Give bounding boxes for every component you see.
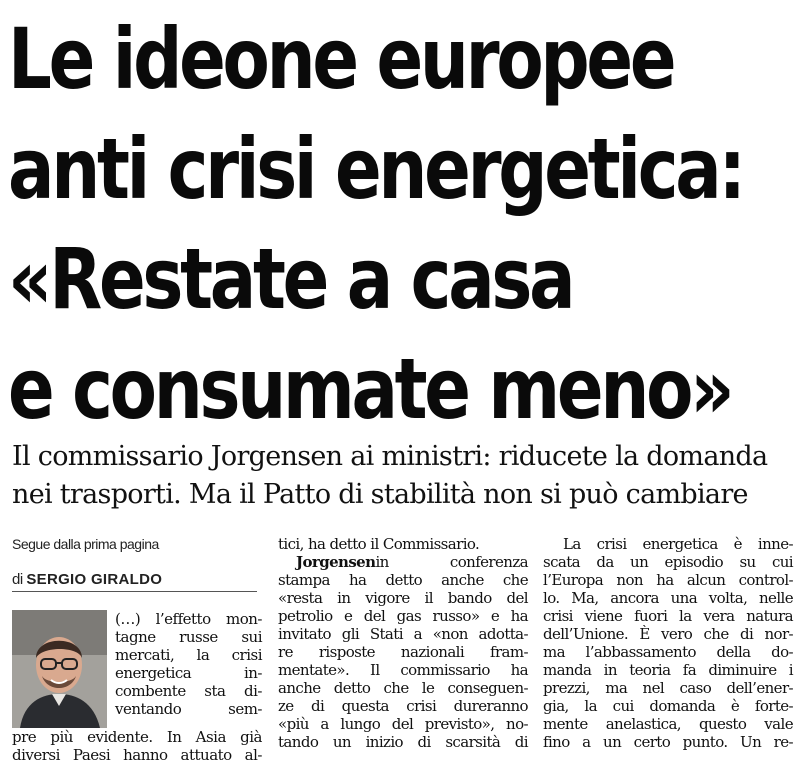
text-line: «resta in vigore il bando del	[278, 589, 528, 607]
text-line: re risposte nazionali fram-	[278, 643, 528, 661]
text-line: pre più evidente. In Asia già	[12, 728, 262, 746]
text-line: ventando sem-	[115, 700, 262, 718]
text-line: ma l’abbassamento della do-	[543, 643, 793, 661]
byline	[12, 571, 257, 592]
text-line: in conferenza	[375, 553, 528, 571]
text-line: mente anelastica, questo vale	[543, 715, 793, 733]
text-line: tagne russe sui	[115, 628, 262, 646]
text-line: mercati, la crisi	[115, 646, 262, 664]
article-column-1	[12, 535, 262, 764]
byline-author: SERGIO GIRALDO	[26, 571, 163, 588]
article-column-2	[278, 535, 528, 751]
kicker: Segue dalla prima pagina	[12, 536, 159, 552]
text-line: energetica in-	[115, 664, 262, 682]
text-line: gia, la cui domanda è forte-	[543, 697, 793, 715]
article-column-3	[543, 535, 793, 751]
text-line: La crisi energetica è inne-	[563, 535, 793, 553]
text-line: prezzi, ma nel caso dell’ener-	[543, 679, 793, 697]
text-line: petrolio e del gas russo» e ha	[278, 607, 528, 625]
headline-line-4: e consumate meno»	[8, 340, 732, 438]
text-line: lo. Ma, ancora una volta, nelle	[543, 589, 793, 607]
text-line: mentate». Il commissario ha	[278, 661, 528, 679]
text-line: stampa ha detto anche che	[278, 571, 528, 589]
text-line: invitato gli Stati a «non adotta-	[278, 625, 528, 643]
text-line: ze di questa crisi dureranno	[278, 697, 528, 715]
text-line: (…) l’effetto mon-	[115, 610, 262, 628]
text-line: tici, ha detto il Commissario.	[278, 535, 480, 553]
subheadline	[12, 438, 792, 514]
text-line: tando un inizio di scarsità di	[278, 733, 528, 751]
text-line-with-lead	[278, 553, 528, 571]
text-line: diversi Paesi hanno attuato al-	[12, 746, 262, 764]
text-line: dell’Unione. È vero che di nor-	[543, 625, 793, 643]
headline-line-1: Le ideone europee	[8, 10, 674, 108]
headline	[8, 4, 743, 444]
text-line: scata da un episodio su cui	[543, 553, 793, 571]
author-portrait	[12, 610, 107, 728]
text-line: manda in teoria fa diminuire i	[543, 661, 793, 679]
text-line: combente sta di-	[115, 682, 262, 700]
headline-line-2: anti crisi energetica:	[8, 120, 743, 218]
text-line: l’Europa non ha alcun control-	[543, 571, 793, 589]
text-line: fino a un certo punto. Un re-	[543, 733, 793, 751]
text-line: anche detto che le conseguen-	[278, 679, 528, 697]
text-line: crisi viene fuori la vera natura	[543, 607, 793, 625]
bold-lead: Jorgensen	[296, 553, 376, 571]
text-line: «più a lungo del previsto», no-	[278, 715, 528, 733]
byline-prefix: di	[12, 571, 27, 588]
subheadline-line-1: Il commissario Jorgensen ai ministri: riducete la domanda	[12, 441, 768, 472]
subheadline-line-2: nei trasporti. Ma il Patto di stabilità non si può cambiare	[12, 479, 748, 510]
headline-line-3: «Restate a casa	[8, 230, 573, 328]
